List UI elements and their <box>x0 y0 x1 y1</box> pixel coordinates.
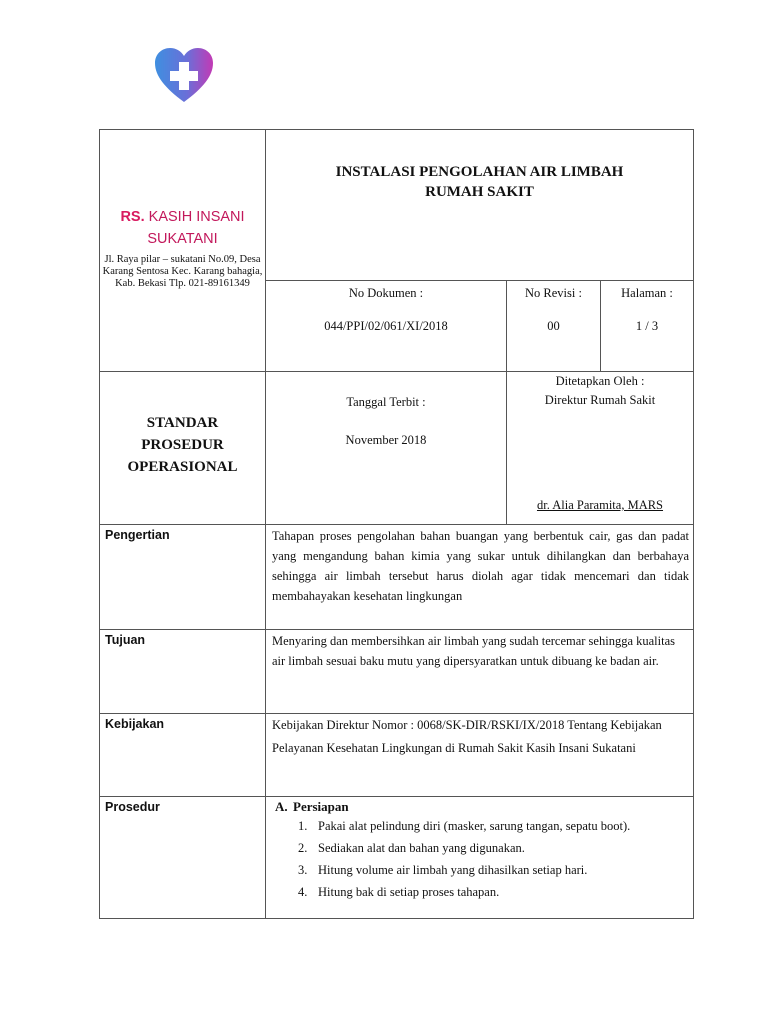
signatory-name: dr. Alia Paramita, MARS <box>536 498 664 512</box>
step-number: 4. <box>298 885 308 899</box>
list-item <box>296 884 689 901</box>
kebijakan-line2: Pelayanan Kesehatan Lingkungan di Rumah Sakit Kasih Insani Sukatani <box>272 741 636 755</box>
pengertian-text: Tahapan proses pengolahan bahan buangan yang berbentuk cair, gas dan padat yang mengandung bahan kimia yang sukar untuk dihilangkan dan berbahaya sehingga air limbah tersebut harus diolah agar tidak mencemari dan tidak membahayakan kesehatan lingkungan <box>266 525 694 630</box>
no-dokumen-cell <box>266 281 507 372</box>
ditetapkan-role: Direktur Rumah Sakit <box>544 393 656 407</box>
ditetapkan-cell <box>507 372 694 525</box>
tanggal-terbit-value: November 2018 <box>345 433 427 447</box>
kebijakan-cell <box>266 714 694 797</box>
hospital-name <box>100 206 265 250</box>
no-dokumen-value: 044/PPI/02/061/XI/2018 <box>324 319 448 334</box>
halaman-label: Halaman : <box>621 286 673 301</box>
hospital-prefix: RS. <box>120 209 145 225</box>
document-title-line1: INSTALASI PENGOLAHAN AIR LIMBAH <box>335 164 624 180</box>
document-title-line2: RUMAH SAKIT <box>425 184 534 200</box>
prosedur-heading-text: Persiapan <box>293 799 349 814</box>
step-text: Hitung bak di setiap proses tahapan. <box>318 885 500 899</box>
hospital-address: Jl. Raya pilar – sukatani No.09, Desa Karang Sentosa Kec. Karang bahagia, Kab. Bekasi Tlp. 021-89161349 <box>102 254 263 289</box>
hospital-identity-cell <box>100 130 266 372</box>
sop-label-line2: PROSEDUR <box>141 437 224 453</box>
list-item <box>296 818 689 835</box>
tanggal-terbit-cell <box>266 372 507 525</box>
sop-label <box>100 372 266 525</box>
list-item <box>296 862 689 879</box>
pengertian-label: Pengertian <box>100 525 266 630</box>
document-title <box>266 130 694 281</box>
step-text: Sediakan alat dan bahan yang digunakan. <box>318 841 525 855</box>
tujuan-text: Menyaring dan membersihkan air limbah yang sudah tercemar sehingga kualitas air limbah sesuai baku mutu yang dipersyaratkan untuk dibuang ke badan air. <box>266 630 694 714</box>
ditetapkan-label: Ditetapkan Oleh : <box>555 374 645 388</box>
no-revisi-value: 00 <box>547 319 560 334</box>
halaman-cell <box>601 281 694 372</box>
step-number: 2. <box>298 841 308 855</box>
tanggal-terbit-label: Tanggal Terbit : <box>346 395 426 409</box>
step-number: 1. <box>298 819 308 833</box>
step-text: Pakai alat pelindung diri (masker, sarung tangan, sepatu boot). <box>318 819 631 833</box>
tujuan-label: Tujuan <box>100 630 266 714</box>
kebijakan-line1: Kebijakan Direktur Nomor : 0068/SK-DIR/RSKI/IX/2018 Tentang Kebijakan <box>272 718 662 732</box>
no-revisi-cell <box>507 281 601 372</box>
sop-table <box>99 129 694 919</box>
step-number: 3. <box>298 863 308 877</box>
prosedur-heading-letter: A. <box>275 799 288 814</box>
step-text: Hitung volume air limbah yang dihasilkan setiap hari. <box>318 863 588 877</box>
prosedur-label: Prosedur <box>100 797 266 919</box>
sop-label-line1: STANDAR <box>146 415 219 431</box>
sop-label-line3: OPERASIONAL <box>127 459 238 475</box>
halaman-value: 1 / 3 <box>635 319 659 334</box>
no-revisi-label: No Revisi : <box>525 286 582 301</box>
hospital-name-line1: KASIH INSANI <box>148 209 245 225</box>
prosedur-cell <box>266 797 694 919</box>
list-item <box>296 840 689 857</box>
heart-cross-logo <box>153 46 215 104</box>
prosedur-heading <box>275 798 689 816</box>
no-dokumen-label: No Dokumen : <box>348 286 424 301</box>
hospital-name-line2: SUKATANI <box>147 231 218 247</box>
prosedur-steps <box>272 818 689 901</box>
kebijakan-label: Kebijakan <box>100 714 266 797</box>
